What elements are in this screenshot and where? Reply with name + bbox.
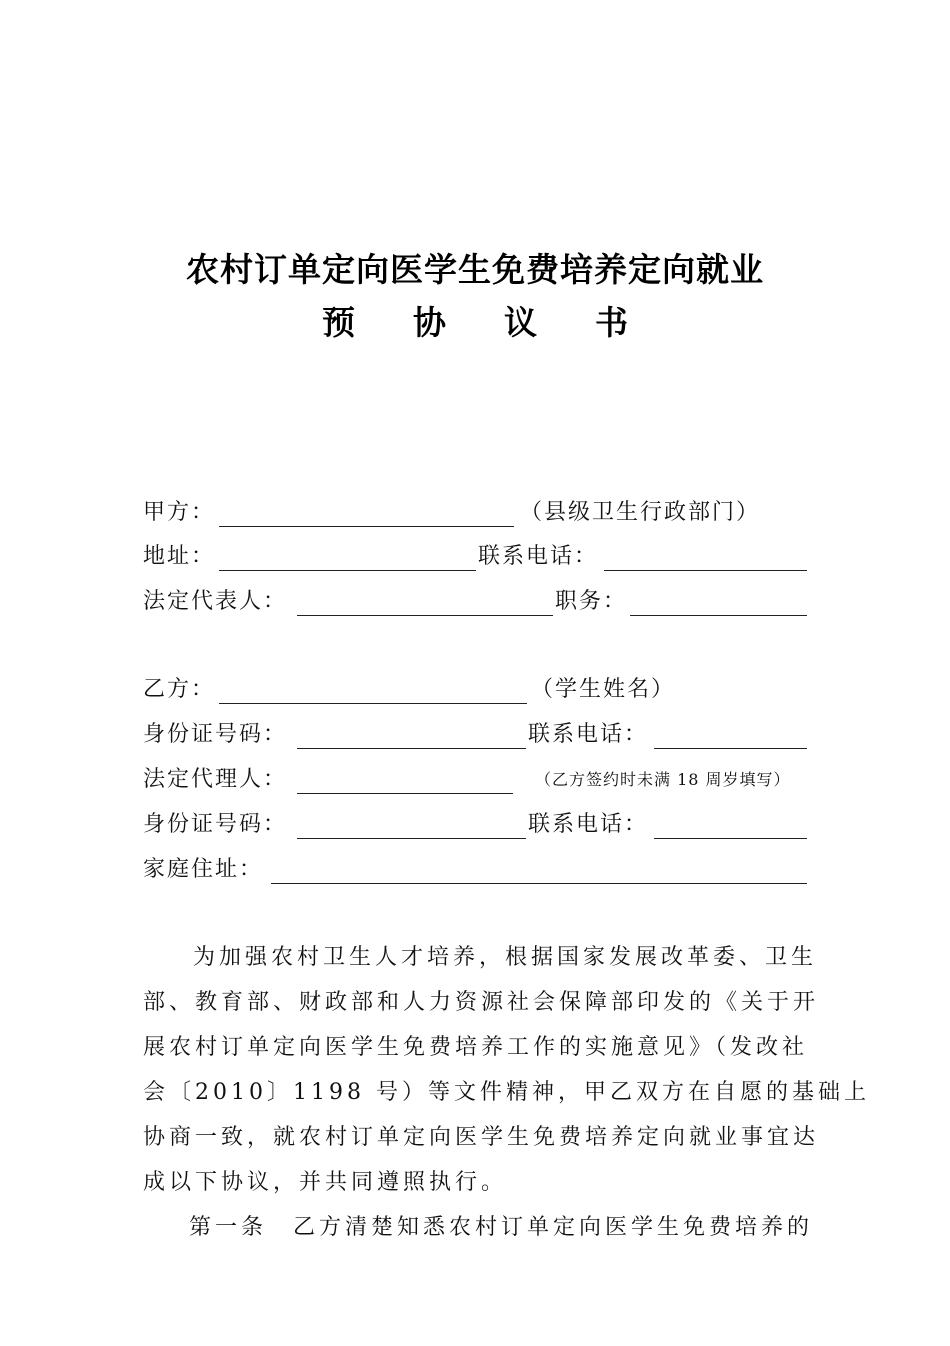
position-field[interactable] (630, 615, 807, 616)
body-line: 为加强农村卫生人才培养，根据国家发展改革委、卫生 (193, 945, 818, 970)
party-a-phone-label: 联系电话： (478, 544, 599, 569)
party-a-phone-field[interactable] (604, 570, 807, 571)
student-id-row (143, 718, 807, 752)
agent-phone-label: 联系电话： (528, 812, 649, 837)
agent-id-label: 身份证号码： (143, 812, 288, 837)
student-phone-field[interactable] (654, 748, 807, 749)
body-line: 部、教育部、财政部和人力资源社会保障部印发的《关于开 (143, 990, 820, 1015)
body-line: 成以下协议，并共同遵照执行。 (143, 1170, 508, 1195)
party-b-note: （学生姓名） (531, 677, 676, 702)
party-a-label: 甲方： (143, 500, 216, 525)
student-id-field[interactable] (297, 748, 526, 749)
address-row (143, 540, 807, 574)
body-line: 协商一致，就农村订单定向医学生免费培养定向就业事宜达 (143, 1125, 820, 1150)
legal-agent-note: （乙方签约时未满 18 周岁填写） (535, 770, 791, 789)
body-line: 展农村订单定向医学生免费培养工作的实施意见》（发改社 (143, 1035, 809, 1060)
legal-rep-row (143, 585, 807, 619)
agent-id-field[interactable] (297, 838, 526, 839)
party-b-row (143, 673, 807, 707)
home-address-label: 家庭住址： (143, 857, 264, 882)
legal-agent-label: 法定代理人： (143, 767, 288, 792)
student-id-label: 身份证号码： (143, 722, 288, 747)
agreement-body (143, 935, 870, 1250)
document-subtitle: 预协议书 (322, 303, 686, 342)
agent-id-row (143, 808, 807, 842)
home-address-field[interactable] (271, 883, 807, 884)
legal-rep-label: 法定代表人： (143, 589, 288, 614)
position-label: 职务： (555, 589, 628, 614)
party-b-field[interactable] (219, 703, 527, 704)
party-a-note: （县级卫生行政部门） (520, 500, 761, 525)
home-address-row (143, 853, 807, 887)
legal-agent-row (143, 763, 807, 797)
legal-rep-field[interactable] (297, 615, 553, 616)
party-b-label: 乙方： (143, 677, 216, 702)
document-title: 农村订单定向医学生免费培养定向就业 (186, 250, 764, 289)
party-a-field[interactable] (219, 526, 514, 527)
legal-agent-field[interactable] (297, 793, 513, 794)
address-label: 地址： (143, 544, 216, 569)
student-phone-label: 联系电话： (528, 722, 649, 747)
party-a-row (143, 496, 807, 530)
address-field[interactable] (219, 570, 476, 571)
agent-phone-field[interactable] (654, 838, 807, 839)
body-line: 会〔2010〕1198 号）等文件精神，甲乙双方在自愿的基础上 (143, 1080, 870, 1105)
article-one-line: 第一条 乙方清楚知悉农村订单定向医学生免费培养的 (189, 1215, 814, 1240)
